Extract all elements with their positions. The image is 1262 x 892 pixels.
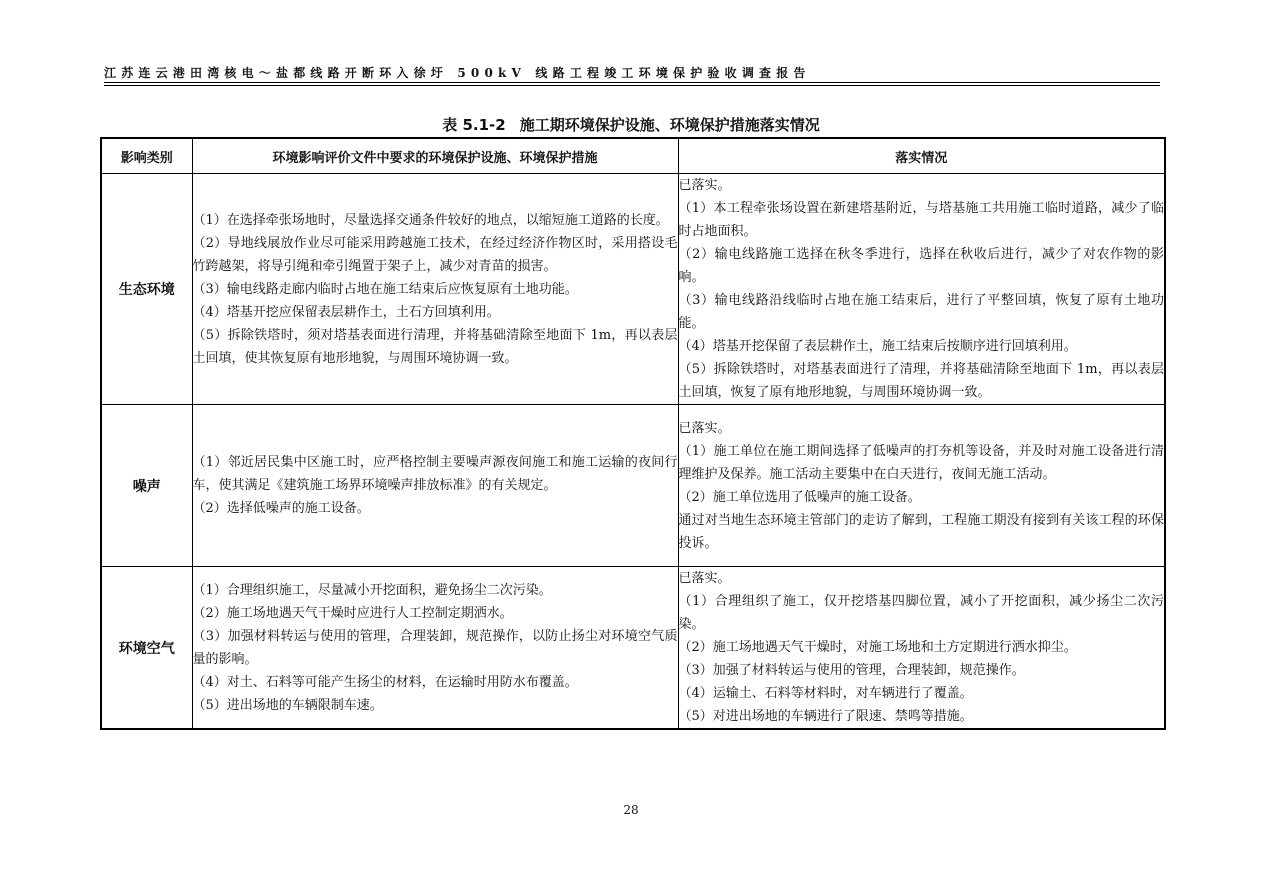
implementation-item: （3）加强了材料转运与使用的管理，合理装卸，规范操作。 bbox=[678, 663, 1025, 678]
table-caption: 施工期环境保护设施、环境保护措施落实情况 bbox=[519, 116, 820, 134]
column-header-requirements: 环境影响评价文件中要求的环境保护设施、环境保护措施 bbox=[192, 138, 678, 174]
measures-table bbox=[100, 137, 1166, 730]
requirements-cell bbox=[192, 567, 678, 730]
implementation-item: （2）施工场地遇天气干燥时，对施工场地和土方定期进行洒水抑尘。 bbox=[678, 640, 1077, 655]
category-cell: 生态环境 bbox=[101, 174, 192, 405]
category-cell: 噪声 bbox=[101, 405, 192, 567]
implementation-item: 已落实。 bbox=[678, 178, 731, 193]
table-number: 表 5.1-2 bbox=[442, 116, 506, 134]
table-row-noise bbox=[101, 405, 1165, 567]
implementation-item: （3）输电线路沿线临时占地在施工结束后，进行了平整回填，恢复了原有土地功能。 bbox=[678, 293, 1164, 331]
requirement-item: （1）合理组织施工，尽量减小开挖面积，避免扬尘二次污染。 bbox=[192, 582, 552, 598]
requirement-item: （2）导地线展放作业尽可能采用跨越施工技术，在经过经济作物区时，采用搭设毛竹跨越架，将导引绳和牵引绳置于架子上，减少对青苗的损害。 bbox=[192, 235, 678, 274]
requirement-item: （5）进出场地的车辆限制车速。 bbox=[192, 697, 383, 713]
implementation-item: 通过对当地生态环境主管部门的走访了解到，工程施工期没有接到有关该工程的环保投诉。 bbox=[678, 512, 1164, 551]
implementation-item: （5）拆除铁塔时，对塔基表面进行了清理，并将基础清除至地面下 1m，再以表层土回填，恢复了原有地形地貌，与周围环境协调一致。 bbox=[678, 362, 1164, 400]
requirement-item: （4）对土、石料等可能产生扬尘的材料，在运输时用防水布覆盖。 bbox=[192, 674, 578, 690]
implementation-item: 已落实。 bbox=[678, 420, 731, 436]
running-header: 江苏连云港田湾核电～盐都线路开断环入徐圩 500kV 线路工程竣工环境保护验收调查报告 bbox=[104, 66, 811, 80]
implementation-item: 已落实。 bbox=[678, 571, 731, 586]
implementation-item: （2）输电线路施工选择在秋冬季进行，选择在秋收后进行，减少了对农作物的影响。 bbox=[678, 247, 1164, 285]
implementation-item: （4）运输土、石料等材料时，对车辆进行了覆盖。 bbox=[678, 686, 973, 701]
header-rule-thick bbox=[104, 82, 1160, 83]
page-number: 28 bbox=[623, 803, 639, 817]
requirement-item: （2）选择低噪声的施工设备。 bbox=[192, 501, 370, 516]
requirement-item: （3）输电线路走廊内临时占地在施工结束后应恢复原有土地功能。 bbox=[192, 281, 578, 297]
requirement-item: （5）拆除铁塔时，须对塔基表面进行清理，并将基础清除至地面下 1m，再以表层土回填，使其恢复原有地形地貌，与周围环境协调一致。 bbox=[192, 327, 678, 366]
implementation-item: （5）对进出场地的车辆进行了限速、禁鸣等措施。 bbox=[678, 709, 973, 724]
header-rule-thin bbox=[104, 85, 1160, 86]
implementation-item: （2）施工单位选用了低噪声的施工设备。 bbox=[678, 489, 921, 505]
requirement-item: （3）加强材料转运与使用的管理，合理装卸，规范操作，以防止扬尘对环境空气质量的影响。 bbox=[192, 628, 678, 667]
column-header-category: 影响类别 bbox=[101, 138, 192, 174]
implementation-item: （1）施工单位在施工期间选择了低噪声的打夯机等设备，并及时对施工设备进行清理维护及保养。施工活动主要集中在白天进行，夜间无施工活动。 bbox=[678, 443, 1164, 482]
implementation-cell bbox=[678, 405, 1165, 567]
column-header-implementation: 落实情况 bbox=[678, 138, 1165, 174]
requirements-cell bbox=[192, 174, 678, 405]
table-title bbox=[0, 114, 1262, 135]
implementation-cell bbox=[678, 174, 1165, 405]
table-row-ecology bbox=[101, 174, 1165, 405]
requirements-cell bbox=[192, 405, 678, 567]
requirement-item: （4）塔基开挖应保留表层耕作土，土石方回填利用。 bbox=[192, 304, 500, 320]
implementation-cell bbox=[678, 567, 1165, 730]
implementation-item: （1）本工程牵张场设置在新建塔基附近，与塔基施工共用施工临时道路，减少了临时占地面积。 bbox=[678, 201, 1164, 239]
table-row-air bbox=[101, 567, 1165, 730]
category-cell: 环境空气 bbox=[101, 567, 192, 730]
implementation-item: （4）塔基开挖保留了表层耕作土，施工结束后按顺序进行回填利用。 bbox=[678, 339, 1077, 354]
requirement-item: （1）邻近居民集中区施工时，应严格控制主要噪声源夜间施工和施工运输的夜间行车，使其满足《建筑施工场界环境噪声排放标准》的有关规定。 bbox=[192, 455, 678, 493]
requirement-item: （2）施工场地遇天气干燥时应进行人工控制定期洒水。 bbox=[192, 605, 513, 621]
requirement-item: （1）在选择牵张场地时，尽量选择交通条件较好的地点，以缩短施工道路的长度。 bbox=[192, 212, 669, 228]
implementation-item: （1）合理组织了施工，仅开挖塔基四脚位置，减小了开挖面积，减少扬尘二次污染。 bbox=[678, 594, 1164, 632]
table-header-row bbox=[101, 138, 1165, 174]
